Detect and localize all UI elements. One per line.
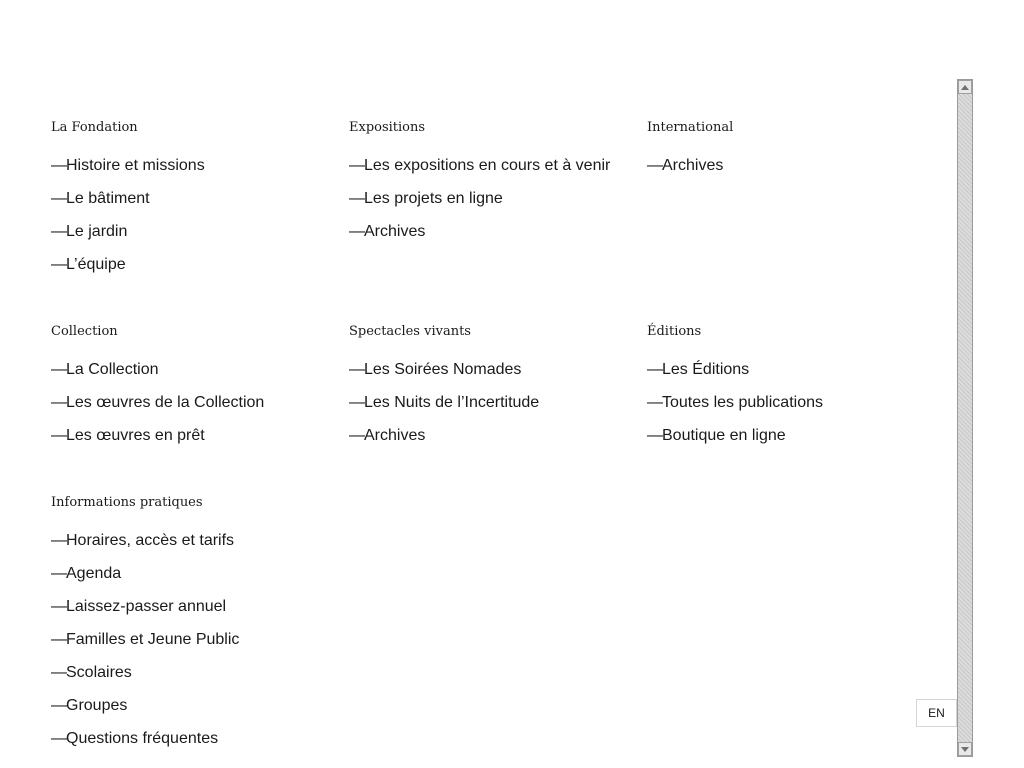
scroll-up-arrow-icon	[961, 85, 969, 90]
menu-link-expositions-en-cours[interactable]	[349, 154, 619, 177]
dash: —	[51, 394, 67, 411]
language-toggle-button[interactable]: EN	[916, 699, 957, 727]
dash: —	[51, 598, 67, 615]
link-list	[51, 529, 321, 750]
link-label: Archives	[364, 427, 426, 444]
link-label: Archives	[364, 223, 426, 240]
menu-link-le-batiment[interactable]	[51, 187, 321, 210]
link-list	[647, 358, 917, 447]
section-title: International	[647, 120, 734, 135]
menu-link-nuits-de-l-incertitude[interactable]	[349, 391, 619, 414]
dash: —	[51, 631, 67, 648]
menu-link-laissez-passer-annuel[interactable]	[51, 595, 321, 618]
menu-link-agenda[interactable]	[51, 562, 321, 585]
section-la-fondation	[51, 120, 321, 286]
section-title: Informations pratiques	[51, 495, 203, 510]
menu-link-familles-jeune-public[interactable]	[51, 628, 321, 651]
section-title: Expositions	[349, 120, 426, 135]
menu-link-spectacles-archives[interactable]	[349, 424, 619, 447]
dash: —	[647, 394, 663, 411]
dash: —	[51, 427, 67, 444]
scroll-up-button[interactable]	[958, 80, 972, 94]
dash: —	[349, 157, 365, 174]
link-label: La Collection	[66, 361, 159, 378]
menu-link-oeuvres-en-pret[interactable]	[51, 424, 321, 447]
section-title: Collection	[51, 324, 118, 339]
dash: —	[349, 394, 365, 411]
link-label: Les projets en ligne	[364, 190, 503, 207]
link-label: Boutique en ligne	[662, 427, 786, 444]
section-title: Éditions	[647, 324, 702, 339]
dash: —	[51, 532, 67, 549]
link-label: Scolaires	[66, 664, 132, 681]
dash: —	[349, 361, 365, 378]
menu-link-histoire-et-missions[interactable]	[51, 154, 321, 177]
dash: —	[647, 361, 663, 378]
link-label: Archives	[662, 157, 724, 174]
section-expositions	[349, 120, 619, 253]
link-list	[647, 154, 917, 177]
dash: —	[51, 730, 67, 747]
link-label: Questions fréquentes	[66, 730, 219, 747]
dash: —	[51, 190, 67, 207]
link-label: Agenda	[66, 565, 122, 582]
dash: —	[647, 157, 663, 174]
link-list	[51, 154, 321, 276]
link-label: L’équipe	[66, 256, 126, 273]
dash: —	[51, 361, 67, 378]
dash: —	[349, 190, 365, 207]
link-list	[349, 154, 619, 243]
scroll-down-arrow-icon	[961, 747, 969, 752]
menu-link-le-jardin[interactable]	[51, 220, 321, 243]
dash: —	[51, 157, 67, 174]
menu-link-boutique-en-ligne[interactable]	[647, 424, 917, 447]
link-label: Les œuvres de la Collection	[66, 394, 265, 411]
link-label: Groupes	[66, 697, 128, 714]
section-title: Spectacles vivants	[349, 324, 471, 339]
menu-link-l-equipe[interactable]	[51, 253, 321, 276]
link-label: Le bâtiment	[66, 190, 150, 207]
section-international	[647, 120, 917, 187]
section-editions	[647, 324, 917, 457]
dash: —	[51, 664, 67, 681]
menu-link-international-archives[interactable]	[647, 154, 917, 177]
link-label: Histoire et missions	[66, 157, 205, 174]
link-label: Les Éditions	[662, 361, 750, 378]
menu-link-expositions-archives[interactable]	[349, 220, 619, 243]
link-label: Horaires, accès et tarifs	[66, 532, 235, 549]
link-label: Les expositions en cours et à venir	[364, 157, 611, 174]
link-label: Laissez-passer annuel	[66, 598, 227, 615]
menu-link-la-collection[interactable]	[51, 358, 321, 381]
vertical-scrollbar[interactable]	[957, 79, 973, 757]
menu-link-soirees-nomades[interactable]	[349, 358, 619, 381]
dash: —	[51, 565, 67, 582]
menu-link-questions-frequentes[interactable]	[51, 727, 321, 750]
menu-link-horaires-acces-tarifs[interactable]	[51, 529, 321, 552]
dash: —	[51, 697, 67, 714]
menu-link-groupes[interactable]	[51, 694, 321, 717]
link-label: Familles et Jeune Public	[66, 631, 240, 648]
dash: —	[51, 256, 67, 273]
section-collection	[51, 324, 321, 457]
link-label: Les Soirées Nomades	[364, 361, 522, 378]
link-label: Le jardin	[66, 223, 128, 240]
link-label: Les œuvres en prêt	[66, 427, 205, 444]
dash: —	[647, 427, 663, 444]
section-informations-pratiques	[51, 495, 321, 760]
link-label: Les Nuits de l’Incertitude	[364, 394, 540, 411]
section-spectacles-vivants	[349, 324, 619, 457]
menu-link-oeuvres-de-la-collection[interactable]	[51, 391, 321, 414]
dash: —	[349, 223, 365, 240]
section-title: La Fondation	[51, 120, 138, 135]
menu-link-les-editions[interactable]	[647, 358, 917, 381]
menu-link-toutes-les-publications[interactable]	[647, 391, 917, 414]
link-label: Toutes les publications	[662, 394, 823, 411]
scroll-down-button[interactable]	[958, 742, 972, 756]
link-list	[51, 358, 321, 447]
menu-link-projets-en-ligne[interactable]	[349, 187, 619, 210]
dash: —	[349, 427, 365, 444]
dash: —	[51, 223, 67, 240]
link-list	[349, 358, 619, 447]
menu-link-scolaires[interactable]	[51, 661, 321, 684]
